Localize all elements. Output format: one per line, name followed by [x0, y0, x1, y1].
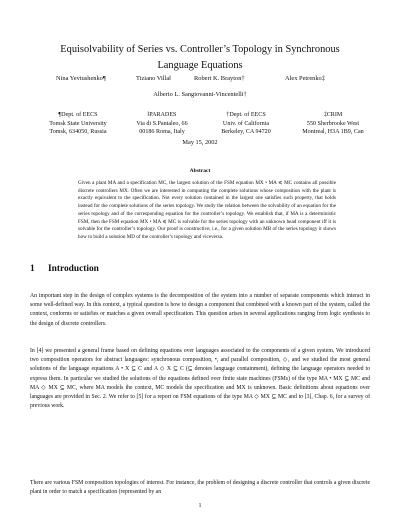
affiliation-block	[206, 111, 286, 137]
author-name: Nina Yevtushenko¶	[56, 75, 106, 82]
affiliation-address: 00186 Roma, Italy	[139, 129, 185, 136]
affiliation-address: Tomsk, 634050, Russia	[49, 129, 107, 136]
affiliation-address: Berkeley, CA 94720	[221, 129, 271, 136]
affiliation-institution: Univ. of California	[222, 120, 270, 127]
section-heading	[30, 264, 99, 274]
affiliation-dept: ¶Dept. of EECS	[58, 112, 98, 118]
affiliation-institution: Via di S.Pantaleo, 66	[136, 120, 188, 127]
affiliation-dept: ‡CRIM	[323, 112, 343, 118]
author-list	[0, 75, 400, 87]
author-name: Tiziano Villa‖	[136, 75, 171, 82]
page-number: 1	[198, 503, 202, 509]
section-title: Introduction	[48, 264, 99, 274]
affiliation-block	[38, 111, 118, 137]
abstract-heading: Abstract	[189, 168, 211, 174]
section-number: 1	[30, 264, 35, 274]
body-paragraph: In [4] we presented a general frame based on defining equations over languages associated to the components of a given system. We introduced two composition operators for abstract languages: synchronous composition, •, and parallel composition, ◇, and we studied the most general solutions of the language equations A • X ⊆ C and A ◇ X ⊆ C (⊆ denotes language containment), defining the language operators needed to express them. In particular we studied the solutions of the equations defined over finite state machines (FSMs) of the type MA • MX ⊆ MC and MA ◇ MX ⊆ MC, where MA models the context, MC models the specification and MX is unknown. Basic definitions about equations over languages are provided in Sec. 2. We refer to [5] for a report on FSM equations of the type MA ◇ MX ⊆ MC and to [3], Chap. 6, for a survey of previous work.	[30, 348, 370, 410]
body-paragraph: An important step in the design of complex systems is the decomposition of the system into a number of separate components which interact in some well-defined way. In this context, a typical question is how to design a component that combined with a known part of the system, called the context, conforms or satisfies or matches a given overall specification. This question arises in several applications ranging from logic synthesis to the design of discrete controllers.	[30, 293, 370, 327]
affiliation-institution: Tomsk State University	[49, 120, 107, 127]
affiliation-dept: ‖PARADES	[147, 112, 177, 118]
affiliation-institution: 550 Sherbrooke West	[306, 120, 360, 127]
affiliation-block	[290, 111, 376, 137]
paper-date: May 15, 2002	[182, 139, 218, 146]
author-name: Robert K. Brayton†	[194, 75, 245, 82]
affiliation-dept: †Dept. of EECS	[226, 112, 266, 118]
affiliation-address: Montreal, H3A 1B9, Can	[302, 129, 364, 136]
author-name: Alex Petrenko‡	[285, 75, 325, 82]
body-paragraph: There are various FSM composition topologies of interest. For instance, the problem of designing a discrete controller that controls a given discrete plant in order to match a specification (represented by an	[30, 480, 370, 496]
author-name: Alberto L. Sangiovanni-Vincentelli†	[153, 91, 247, 98]
paper-title: Equisolvability of Series vs. Controller’s Topology in Synchronous Language Equations	[60, 44, 340, 71]
abstract-text: Given a plant MA and a specification MC, the largest solution of the FSM equation MX • MA ≼ MC contains all possible discrete controllers MX. Often we are interested in computing the complete solutions whose composition with the plant is exactly equivalent to the specification. Not every solution contained in the largest one satisfies such property, that holds instead for the complete solutions of the series topology. We study the relation between the solvability of an equation for the series topology and of the corresponding equation for the controller’s topology. We establish that, if MA is a deterministic FSM, then the FSM equation MX • MA ≼ MC is solvable for the series topology with an unknown head component iff it is solvable for the controller’s topology. Our proof is constructive, i.e., for a given solution MB of the series topology it shows how to build a solution MD of the controller’s topology and viceversa.	[78, 180, 336, 240]
affiliation-block	[122, 111, 202, 137]
